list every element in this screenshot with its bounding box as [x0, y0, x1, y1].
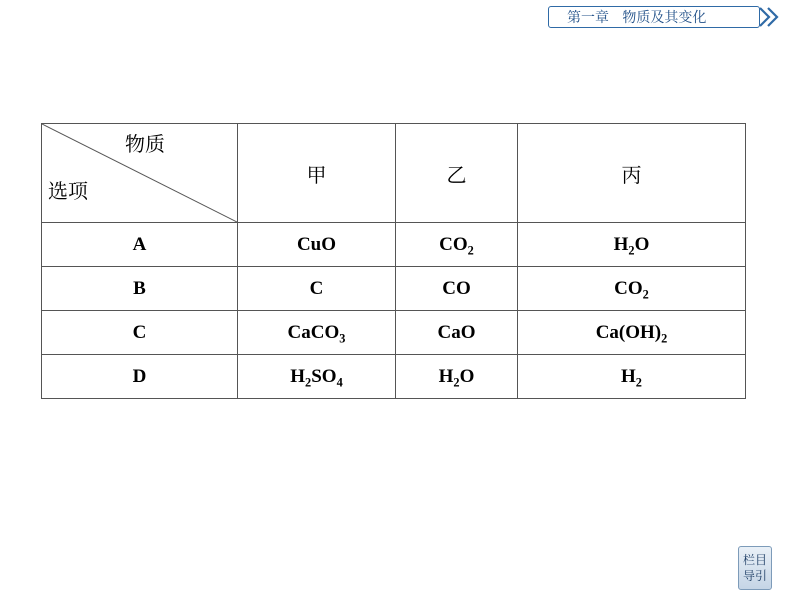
chapter-title: 物质及其变化 — [622, 10, 707, 26]
jia-cell: C — [238, 267, 396, 311]
table-row — [42, 267, 746, 311]
chapter-banner — [548, 6, 760, 28]
bing-cell: $Ca(OH)_2$ — [518, 311, 746, 355]
jia-cell: CuO — [238, 223, 396, 267]
diagonal-corner-cell — [42, 124, 238, 223]
nav-label-line2: 导引 — [742, 569, 767, 583]
yi-cell: $H_2O$ — [396, 355, 518, 399]
table-row — [42, 355, 746, 399]
table-header-row — [42, 124, 746, 223]
chevron-right-icon — [757, 5, 787, 29]
jia-cell: CaCO$_3$ — [238, 311, 396, 355]
section-guide-button[interactable] — [738, 546, 772, 590]
yi-cell: $CO_2$ — [396, 223, 518, 267]
option-cell: D — [42, 355, 238, 399]
bing-cell: $H_2O$ — [518, 223, 746, 267]
column-header-yi: 乙 — [396, 124, 518, 223]
table-row — [42, 223, 746, 267]
chapter-number: 第一章 — [567, 10, 609, 26]
substance-table — [41, 123, 746, 399]
column-header-bing: 丙 — [518, 124, 746, 223]
option-cell: B — [42, 267, 238, 311]
option-cell: A — [42, 223, 238, 267]
jia-cell: $H_2SO_4$ — [238, 355, 396, 399]
corner-label-option: 选项 — [48, 179, 88, 203]
bing-cell: $CO_2$ — [518, 267, 746, 311]
yi-cell: CaO — [396, 311, 518, 355]
nav-label-line1: 栏目 — [742, 553, 767, 567]
column-header-jia: 甲 — [238, 124, 396, 223]
option-cell: C — [42, 311, 238, 355]
table-row — [42, 311, 746, 355]
yi-cell: CO — [396, 267, 518, 311]
bing-cell: $H_2$ — [518, 355, 746, 399]
corner-label-substance: 物质 — [125, 132, 165, 156]
